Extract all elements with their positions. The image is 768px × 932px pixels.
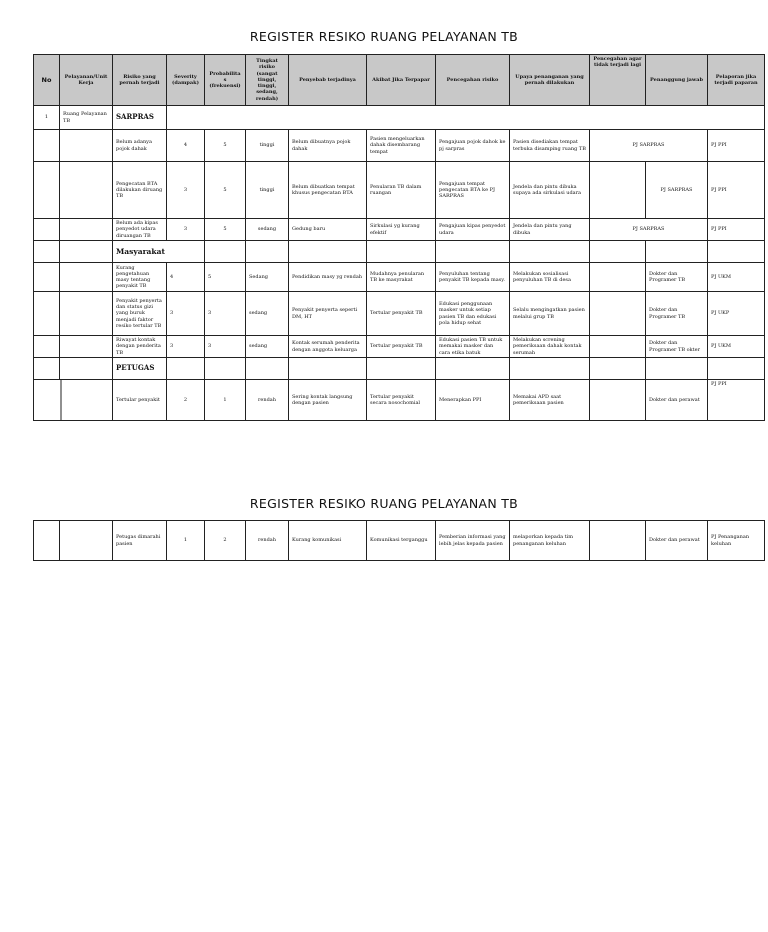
cell-report: PJ UKP — [708, 292, 765, 336]
cell-probability: 1 — [205, 380, 246, 421]
cell-severity: 3 — [167, 292, 205, 336]
table-row — [34, 162, 765, 219]
cell-prevention: Menerapkan PPI — [436, 380, 510, 421]
cell-prevention: Edukasi penggunaan masker untuk setiap pasien TB dan edukasi pola hidup sehat — [436, 292, 510, 336]
cell-pic: PJ SARPRAS — [590, 130, 708, 162]
header-handling: Upaya penanganan yang pernah dilakukan — [510, 55, 590, 106]
table-row — [34, 358, 765, 380]
cell-severity: 4 — [167, 263, 205, 292]
cell-probability: 5 — [205, 162, 246, 219]
cell-cause: Kontak serumah penderita dengan anggota keluarga — [289, 336, 367, 358]
cell-risk: Tertular penyakit — [113, 380, 167, 421]
header-level: Tingkat risiko (sangat tinggi, tinggi, sedang, rendah) — [246, 55, 289, 106]
cell-prevention: Penyuluhan tentang penyakit TB kepada masy. — [436, 263, 510, 292]
risk-register-table-page-2 — [33, 520, 765, 561]
cell-handling: melaporkan kepada tim penanganan keluhan — [510, 521, 590, 561]
cell-prevention: Pengajuan tempat pengecatan BTA ke PJ SARPRAS — [436, 162, 510, 219]
cell-cause: Sering kontak langsung dengan pasien — [289, 380, 367, 421]
cell-cause: Gedung baru — [289, 219, 367, 241]
cell-effect: Pasien mengeluarkan dahak disembarang tempat — [367, 130, 436, 162]
cell-prevention: Pemberian informasi yang lebih jelas kepada pasien — [436, 521, 510, 561]
cell-report: PJ PPI — [708, 130, 765, 162]
cell-cause: Penyakit penyerta seperti DM, HT — [289, 292, 367, 336]
cell-level: sedang — [246, 292, 289, 336]
cell-risk: Riwayat kontak dengan penderita TB — [113, 336, 167, 358]
header-unit: Pelayanan/Unit Kerja — [60, 55, 113, 106]
cell-level: tinggi — [246, 162, 289, 219]
cell-effect: Tertular penyakit TB — [367, 292, 436, 336]
cell-risk: Kurang pengetahuan masy tentang penyakit TB — [113, 263, 167, 292]
header-risk: Risiko yang pernah terjadi — [113, 55, 167, 106]
cell-prevention: Pengajuan pojok dahok ke pj sarpras — [436, 130, 510, 162]
cell-probability: 5 — [205, 263, 246, 292]
header-row — [34, 55, 765, 106]
cell-severity: 3 — [167, 219, 205, 241]
cell-report: PJ PPI — [708, 219, 765, 241]
page-title: REGISTER RESIKO RUANG PELAYANAN TB — [249, 29, 519, 44]
cell-effect: Penularan TB dalam ruangan — [367, 162, 436, 219]
cell-level: tinggi — [246, 130, 289, 162]
cell-handling: Memakai APD saat pemeriksaan pasien — [510, 380, 590, 421]
cell-prevention: Edukasi pasien TB untuk memakai masker dan cara etika batuk — [436, 336, 510, 358]
cell-probability: 5 — [205, 219, 246, 241]
table-row — [34, 219, 765, 241]
cell-pic: Dokter dan Programer TB — [646, 263, 708, 292]
cell-pic: Dokter dan perawat — [646, 521, 708, 561]
cell-effect: Sirkulasi yg kurang efektif — [367, 219, 436, 241]
cell-cause: Belum dibuatkan tempat khusus pengecatan BTA — [289, 162, 367, 219]
cell-pic: Dokter dan Programer TB — [646, 292, 708, 336]
cell-risk: Belum adanya pojok dahak — [113, 130, 167, 162]
cell-severity: 2 — [167, 380, 205, 421]
table-row — [34, 106, 765, 130]
cell-level: Sedang — [246, 263, 289, 292]
cell-cause: Kurang komunikasi — [289, 521, 367, 561]
header-no: No — [34, 55, 60, 106]
cell-effect: Komunikasi terganggu — [367, 521, 436, 561]
cell-handling: Selalu mengingatkan pasien melalui grup TB — [510, 292, 590, 336]
cell-severity: 4 — [167, 130, 205, 162]
header-pic: Penanggung jawab — [646, 55, 708, 106]
table-row — [34, 130, 765, 162]
cell-effect: Tertular penyakit secara nosochomial — [367, 380, 436, 421]
cell-handling: Pasien disediakan tempat terbuka disamping ruang TB — [510, 130, 590, 162]
cell-probability: 5 — [205, 130, 246, 162]
cell-handling: Melakukan screning pemeriksaan dahak kontak serumah — [510, 336, 590, 358]
cell-risk: Belum ada kipas penyedot udara diruangan TB — [113, 219, 167, 241]
cell-risk: Penyakit penyerta dan status gizi yang buruk menjadi faktor resiko tertular TB — [113, 292, 167, 336]
cell-pic: PJ SARPRAS — [590, 219, 708, 241]
header-cause: Penyebab terjadinya — [289, 55, 367, 106]
cell-level: rendah — [246, 521, 289, 561]
header-probability: Probabilitas (frekuensi) — [205, 55, 246, 106]
page-title-2: REGISTER RESIKO RUANG PELAYANAN TB — [249, 496, 519, 511]
table-row — [34, 336, 765, 358]
cell-prevention: Pengajuan kipas penyedot udara — [436, 219, 510, 241]
cell-handling: Melakukan sosialisasi penyuluhan TB di desa — [510, 263, 590, 292]
section-sarpras: SARPRAS — [113, 106, 167, 130]
table-row — [34, 263, 765, 292]
cell-handling: Jendela dan pintu dibuka supaya ada sirkulasi udara — [510, 162, 590, 219]
cell-cause: Pendidikan masy yg rendah — [289, 263, 367, 292]
header-report: Pelaporan jika terjadi paparan — [708, 55, 765, 106]
cell-risk: Petugas dimarahi pasien — [113, 521, 167, 561]
cell-no: 1 — [34, 106, 60, 130]
cell-pic: Dokter dan Programer TB okter — [646, 336, 708, 358]
cell-report: PJ UKM — [708, 336, 765, 358]
cell-report: PJ PPI — [708, 162, 765, 219]
risk-register-table — [33, 54, 765, 421]
cell-pic: PJ SARPRAS — [646, 162, 708, 219]
cell-severity: 1 — [167, 521, 205, 561]
cell-cause: Belum dibuatnya pojok dahak — [289, 130, 367, 162]
cell-severity: 3 — [167, 336, 205, 358]
table-row — [34, 521, 765, 561]
section-petugas: PETUGAS — [113, 358, 167, 380]
cell-severity: 3 — [167, 162, 205, 219]
section-masyarakat: Masyarakat — [113, 241, 205, 263]
header-prevention: Pencegahan risiko — [436, 55, 510, 106]
cell-report: PJ UKM — [708, 263, 765, 292]
header-effect: Akibat Jika Terpapar — [367, 55, 436, 106]
cell-unit: Ruang Pelayanan TB — [60, 106, 113, 130]
cell-risk: Pengecatan BTA dilakukan diruang TB — [113, 162, 167, 219]
cell-level: sedang — [246, 219, 289, 241]
cell-probability: 2 — [205, 521, 246, 561]
cell-effect: Tertular penyakit TB — [367, 336, 436, 358]
cell-probability: 3 — [205, 292, 246, 336]
cell-probability: 3 — [205, 336, 246, 358]
cell-report: PJ Penanganan keluhan — [708, 521, 765, 561]
cell-level: rendah — [246, 380, 289, 421]
table-row — [34, 292, 765, 336]
cell-level: sedang — [246, 336, 289, 358]
table-row — [34, 380, 765, 421]
header-severity: Severity (dampak) — [167, 55, 205, 106]
cell-pic: Dokter dan perawat — [646, 380, 708, 421]
table-row — [34, 241, 765, 263]
cell-report: PJ PPI — [708, 380, 765, 421]
cell-effect: Mudahnya penularan TB ke masyrakat — [367, 263, 436, 292]
header-prevent-recur: Pencegahan agar tidak terjadi lagi — [590, 55, 646, 106]
cell-handling: Jendela dan pintu yang dibuka — [510, 219, 590, 241]
